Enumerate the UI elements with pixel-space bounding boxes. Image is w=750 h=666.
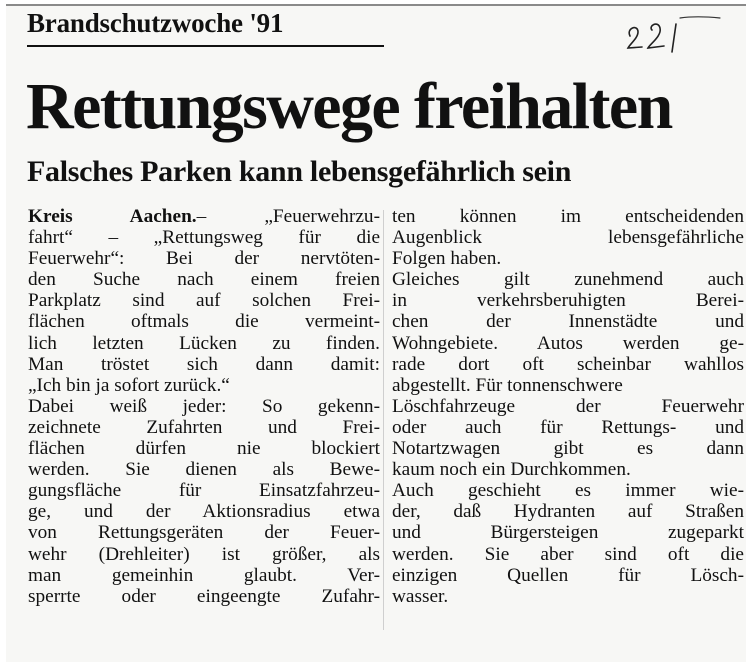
line-text: den Suche nach einem freien [28,269,380,291]
line-text: von Rettungsgeräten der Feuer- [28,522,380,544]
article-text-line [28,417,380,438]
article-text-line [28,269,380,290]
line-text: Feuerwehr“: Bei der nervtöten- [28,248,380,270]
article-column-left [28,206,380,607]
article-text-line [392,438,744,459]
article-text-line [392,248,744,269]
article-text-line [392,586,744,607]
article-text-line [28,311,380,332]
article-text-line [28,290,380,311]
article-text-line [392,269,744,290]
line-text: Folgen haben. [392,248,502,270]
article-text-line [28,480,380,501]
article-text-line [392,396,744,417]
article-text-line [392,544,744,565]
line-text: Augenblick lebensgefährliche [392,227,744,249]
article-text-line [392,480,744,501]
article-column-right [392,206,744,607]
line-text: Man tröstet sich dann damit: [28,353,380,375]
line-text: der, daß Hydranten auf Straßen [392,501,744,523]
article-text-line [28,522,380,543]
article-text-line [392,333,744,354]
article-text-line [28,565,380,586]
line-text: ten können im entscheidenden [392,206,744,227]
line-text: man gemeinhin glaubt. Ver- [28,564,380,586]
headline: Rettungswege freihalten [26,70,672,143]
article-text-line [392,522,744,543]
article-text-line [392,227,744,248]
line-text: werden. Sie dienen als Bewe- [28,459,380,481]
article-text-line [392,417,744,438]
line-text: werden. Sie aber sind oft die [392,543,744,565]
line-text: kaum noch ein Durchkommen. [392,459,631,481]
article-text-line [392,565,744,586]
article-text-line [392,459,744,480]
line-text: abgestellt. Für tonnenschwere [392,374,623,396]
line-text: in verkehrsberuhigten Berei- [392,290,744,312]
article-text-line [28,544,380,565]
line-text: „Ich bin ja sofort zurück.“ [28,374,230,396]
svg-text:21: 21 [626,18,627,19]
article-text-line [392,290,744,311]
line-text: Löschfahrzeuge der Feuerwehr [392,395,744,417]
line-text: Parkplatz sind auf solchen Frei- [28,290,380,312]
line-text: – „Feuerwehrzu- [196,206,380,227]
line-text: einzigen Quellen für Lösch- [392,564,744,586]
line-text: Dabei weiß jeder: So gekenn- [28,395,380,417]
article-text-line [28,459,380,480]
handwritten-number-mark [624,14,724,54]
line-text: wasser. [392,585,449,607]
line-text: oder auch für Rettungs- und [392,416,744,438]
line-text: gungsfläche für Einsatzfahrzeu- [28,480,380,502]
article-text-line [28,586,380,607]
article-text-line [28,227,380,248]
line-text: flächen dürfen nie blockiert [28,438,380,460]
article-text-line [392,375,744,396]
article-text-line [28,396,380,417]
article-text-line [392,501,744,522]
line-text: und Bürgersteigen zugeparkt [392,522,744,544]
line-text: fahrt“ – „Rettungsweg für die [28,227,380,249]
article-text-line [28,501,380,522]
article-text-line [392,311,744,332]
line-text: Notartzwagen gibt es dann [392,438,744,460]
line-text: chen der Innenstädte und [392,311,744,333]
article-text-line [392,206,744,227]
article-text-line [28,248,380,269]
article-text-line [392,354,744,375]
line-text: Gleiches gilt zunehmend auch [392,269,744,291]
article-text-line [28,438,380,459]
line-text: Auch geschieht es immer wie- [392,480,744,502]
subheadline: Falsches Parken kann lebensgefährlich sein [27,155,572,188]
article-text-line [28,333,380,354]
kicker-underline [27,45,384,47]
line-text: sperrte oder eingeengte Zufahr- [28,585,380,607]
line-text: zeichnete Zufahrten und Frei- [28,416,380,438]
line-text: Wohngebiete. Autos werden ge- [392,332,744,354]
line-text: ge, und der Aktionsradius etwa [28,501,380,523]
section-kicker: Brandschutzwoche '91 [27,8,284,38]
dateline: Kreis Aachen. [28,206,197,227]
line-text: flächen oftmals die vermeint- [28,311,380,333]
line-text: lich letzten Lücken zu finden. [28,332,380,354]
line-text: wehr (Drehleiter) ist größer, als [28,543,380,565]
line-text: rade dort oft scheinbar wahllos [392,353,744,375]
article-text-line [28,206,380,227]
column-divider [383,210,384,630]
article-text-line [28,354,380,375]
article-text-line [28,375,380,396]
